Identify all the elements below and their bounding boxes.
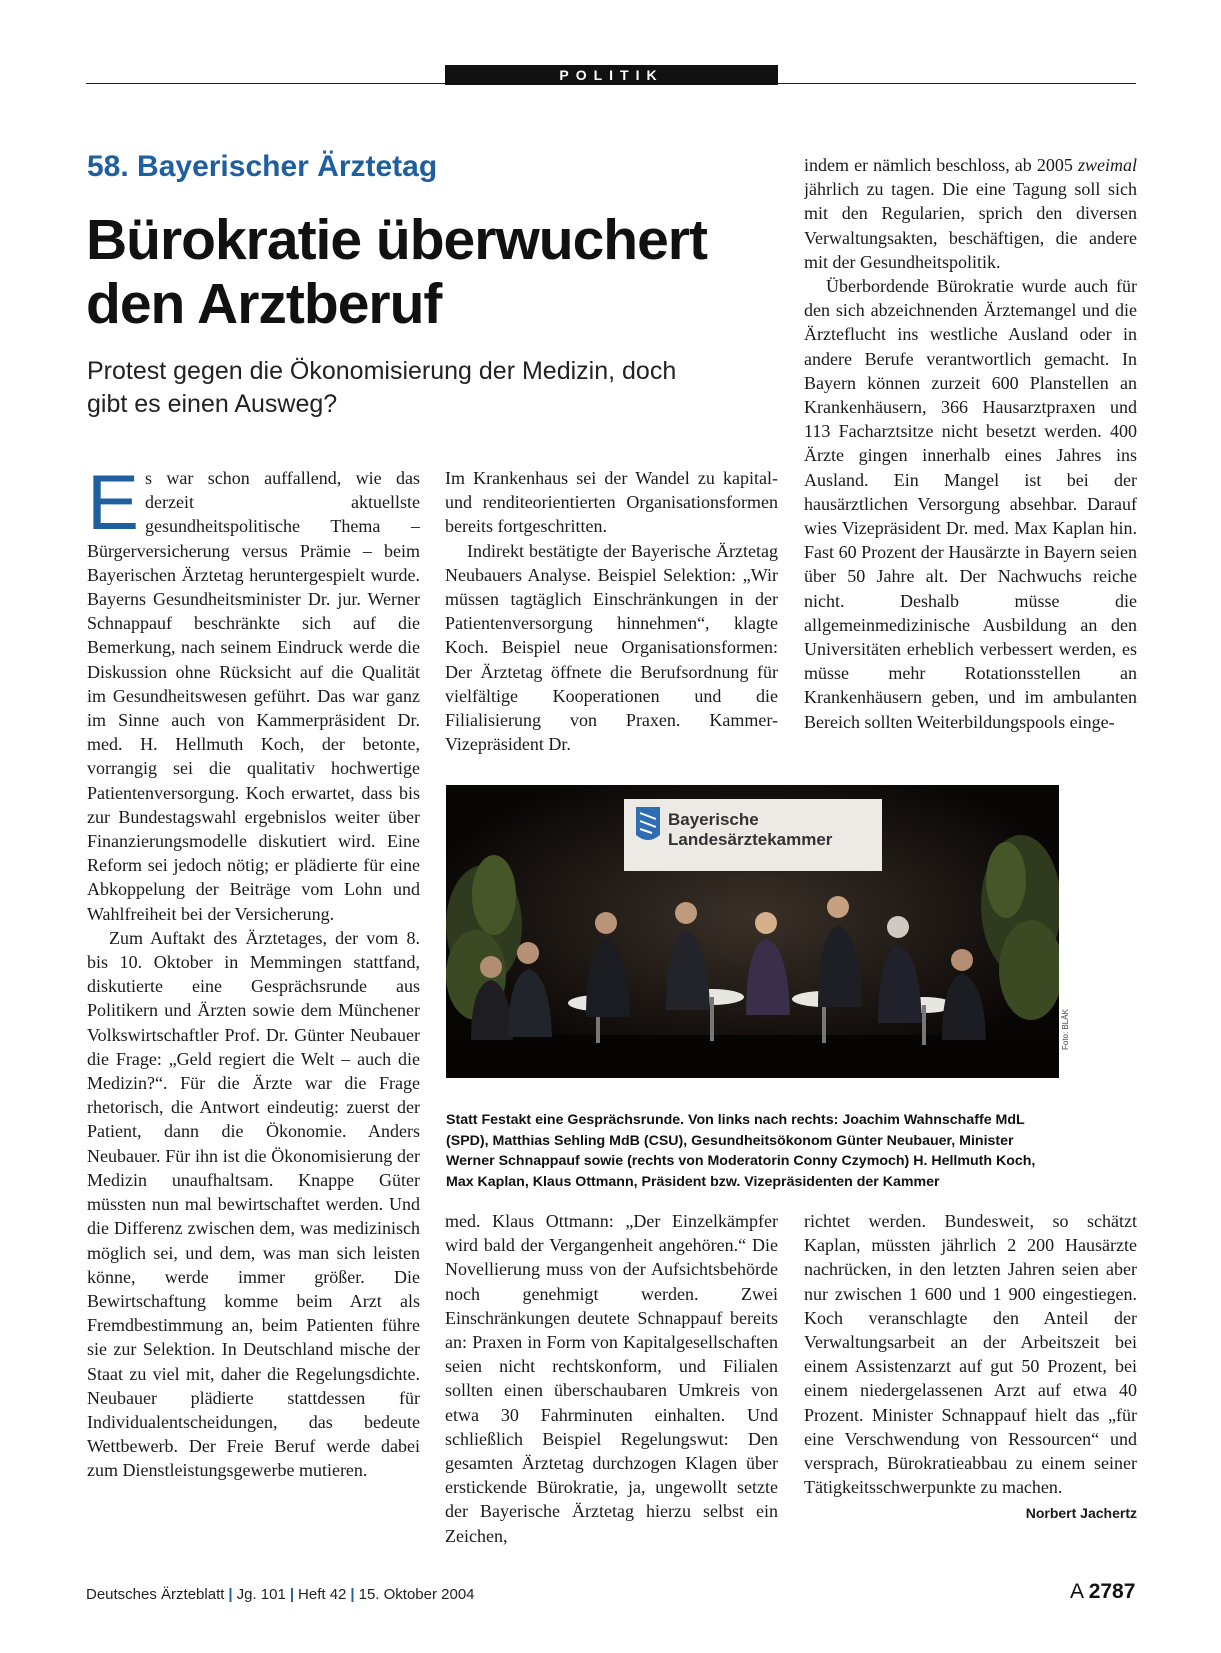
paragraph: Überbordende Bürokratie wurde auch für den sich abzeichnenden Ärztemangel und die Ärzteflucht ins westliche Ausland oder in andere Berufe verantwortlich gemacht. In Bayern können zurzeit 600 Planstellen an Krankenhäusern, 366 Hausarztpraxen und 113 Facharztsitze nicht besetzt werden. 400 Ärzte gingen innerhalb eines Jahres ins Ausland. Ein Mangel ist bei der hausärztlichen Versorgung absehbar. Darauf wies Vizepräsident Dr. med. Max Kaplan hin. Fast 60 Prozent der Hausärzte in Bayern seien über 50 Jahre alt. Der Nachwuchs reiche nicht. Deshalb müsse die allgemeinmedizinische Ausbildung an den Universitäten erheblich verbessert werden, es müsse mehr Rotationsstellen an Krankenhäusern geben, und im ambulanten Bereich sollten Weiterbildungspools einge- (804, 276, 1137, 732)
page-number-value: 2787 (1088, 1580, 1136, 1603)
article-headline: Bürokratie überwuchert den Arztberuf (86, 208, 707, 336)
photo-caption: Statt Festakt eine Gesprächsrunde. Von links nach rechts: Joachim Wahnschaffe MdL (SPD), Matthias Sehling MdB (CSU), Gesundheitsökonom Günter Neubauer, Minister Werner Schnappauf sowie (rechts von Moderatorin Conny Czymoch) H. Hellmuth Koch, Max Kaplan, Klaus Ottmann, Präsident bzw. Vizepräsidenten der Kammer (446, 1112, 1036, 1190)
paragraph: Im Krankenhaus sei der Wandel zu kapital- und renditeorientierten Organisationsformen bereits fortgeschritten. (445, 468, 778, 537)
footer-separator: | (350, 1586, 355, 1603)
issue-date: 15. Oktober 2004 (358, 1586, 475, 1603)
author-byline: Norbert Jachertz (1025, 1505, 1137, 1522)
article-kicker: 58. Bayerischer Ärztetag (87, 150, 438, 183)
page-number (1070, 1580, 1135, 1604)
emphasis: zweimal (1077, 155, 1137, 175)
journal-name: Deutsches Ärzteblatt (86, 1586, 225, 1603)
section-label: POLITIK (445, 65, 778, 85)
paragraph-text: indem er nämlich beschloss, ab 2005 (804, 155, 1078, 175)
event-photo (446, 785, 1059, 1078)
banner-line-2: Landesärztekammer (668, 830, 833, 849)
footer-separator: | (228, 1586, 233, 1603)
paragraph: s war schon auffallend, wie das derzeit aktuellste gesundheitspolitische Thema – Bürgerversicherung versus Prämie – beim Bayerischen Ärztetag heruntergespielt wurde. Bayerns Gesundheitsminister Dr. jur. Werner Schnappauf beschränkte sich auf die Bemerkung, nach seinem Eindruck werde die Diskussion ohne Rücksicht auf die Qualität im Gesundheitswesen geführt. Das war ganz im Sinne auch von Kammerpräsident Dr. med. H. Hellmuth Koch, der betonte, vorrangig sei die qualitativ hochwertige Patientenversorgung. Koch erwartet, dass bis zur Bundestagswahl ergebnislos weiter über Finanzierungsmodelle diskutiert wird. Eine Reform sei jedoch nötig; er plädierte für eine Abkoppelung der Beiträge vom Lohn und Wahlfreiheit bei der Versicherung. (87, 468, 420, 924)
paragraph: Zum Auftakt des Ärztetages, der vom 8. bis 10. Oktober in Memmingen stattfand, diskutierte eine Gesprächsrunde aus Politikern und Ärzten sowie dem Münchener Volkswirtschaftler Prof. Dr. Günter Neubauer die Frage: „Geld regiert die Welt – auch die Medizin?“. Für die Ärzte war die Frage rhetorisch, die Antwort eindeutig: zuerst der Patient, dann die Ökonomie. Anders Neubauer. Für ihn ist die Ökonomisierung der Medizin unaufhaltsam. Knappe Güter müssten nun mal bewirtschaftet werden. Und die Differenz zwischen dem, was medizinisch möglich sei, und dem, was man sich leisten könne, werde immer größer. Die Bewirtschaftung komme beim Arzt als Fremdbestimmung an, beim Patienten führe sie zur Selektion. In Deutschland mische der Staat zu viel mit, daher die Regelungsdichte. Neubauer plädierte stattdessen für Individualentscheidungen, das bedeute Wettbewerb. Der Freie Beruf werde dabei zum Dienstleistungsgewerbe mutieren. (87, 927, 420, 1481)
article-subhead: Protest gegen die Ökonomisierung der Medizin, doch gibt es einen Ausweg? (87, 357, 677, 418)
paragraph: Indirekt bestätigte der Bayerische Ärztetag Neubauers Analyse. Beispiel Selektion: „Wir müssen tagtäglich Einschränkungen in der Patientenversorgung hinnehmen“, klagte Koch. Beispiel neue Organisationsformen: Der Ärztetag öffnete die Berufsordnung für vielfältige Kooperationen und die Filialisierung von Praxen. Kammer-Vizepräsident Dr. (445, 540, 778, 755)
bavarian-crest-icon (636, 807, 660, 840)
stage-illustration (446, 785, 1059, 1078)
text-column-5 (804, 1209, 1137, 1549)
text-column-4 (445, 1209, 778, 1549)
drop-cap: E (87, 466, 140, 546)
text-column-2 (445, 466, 778, 756)
footer-separator: | (289, 1586, 295, 1603)
footer (86, 1586, 475, 1603)
paragraph: med. Klaus Ottmann: „Der Einzelkämpfer wird bald der Vergangenheit angehören.“ Die Novellierung muss von der Aufsichtsbehörde noch genehmigt werden. Zwei Einschränkungen deutete Schnappauf bereits an: Praxen in Form von Kapitalgesellschaften seien nicht rechtskonform, und Filialen sollten einen überschaubaren Umkreis von etwa 30 Fahrminuten einhalten. Und schließlich Beispiel Regelungswut: Den gesamten Ärztetag durchzogen Klagen über erstickende Bürokratie, ja, ungewollt setzte der Bayerische Ärztetag hierzu selbst ein Zeichen, (445, 1211, 778, 1546)
photo-credit: Foto: BLÄK (1061, 1009, 1070, 1050)
paragraph-text: jährlich zu tagen. Die eine Tagung soll sich mit den Regularien, sprich den diversen Verwaltungsakten, beschäftigen, die andere mit der Gesundheitspolitik. (804, 179, 1137, 272)
journal-issue: Heft 42 (298, 1586, 347, 1603)
paragraph: richtet werden. Bundesweit, so schätzt Kaplan, müssten jährlich 2 200 Hausärzte nachrücken, in den letzten Jahren seien aber nur zwischen 1 600 und 1 900 eingestiegen. Koch veranschlagte den Anteil der Verwaltungsarbeit an der Arbeitszeit bei einem Assistenzarzt auf gut 50 Prozent, bei einem niedergelassenen Arzt auf etwa 40 Prozent. Minister Schnappauf hielt das „für eine Verschwendung von Ressourcen“ und versprach, Bürokratieabbau zu einem seiner Tätigkeitsschwerpunkte zu machen. (804, 1211, 1137, 1498)
text-column-1 (87, 466, 420, 1546)
page-prefix: A (1070, 1580, 1083, 1603)
text-column-3 (804, 153, 1137, 758)
journal-volume: Jg. 101 (236, 1586, 286, 1603)
banner-line-1: Bayerische (668, 810, 759, 829)
